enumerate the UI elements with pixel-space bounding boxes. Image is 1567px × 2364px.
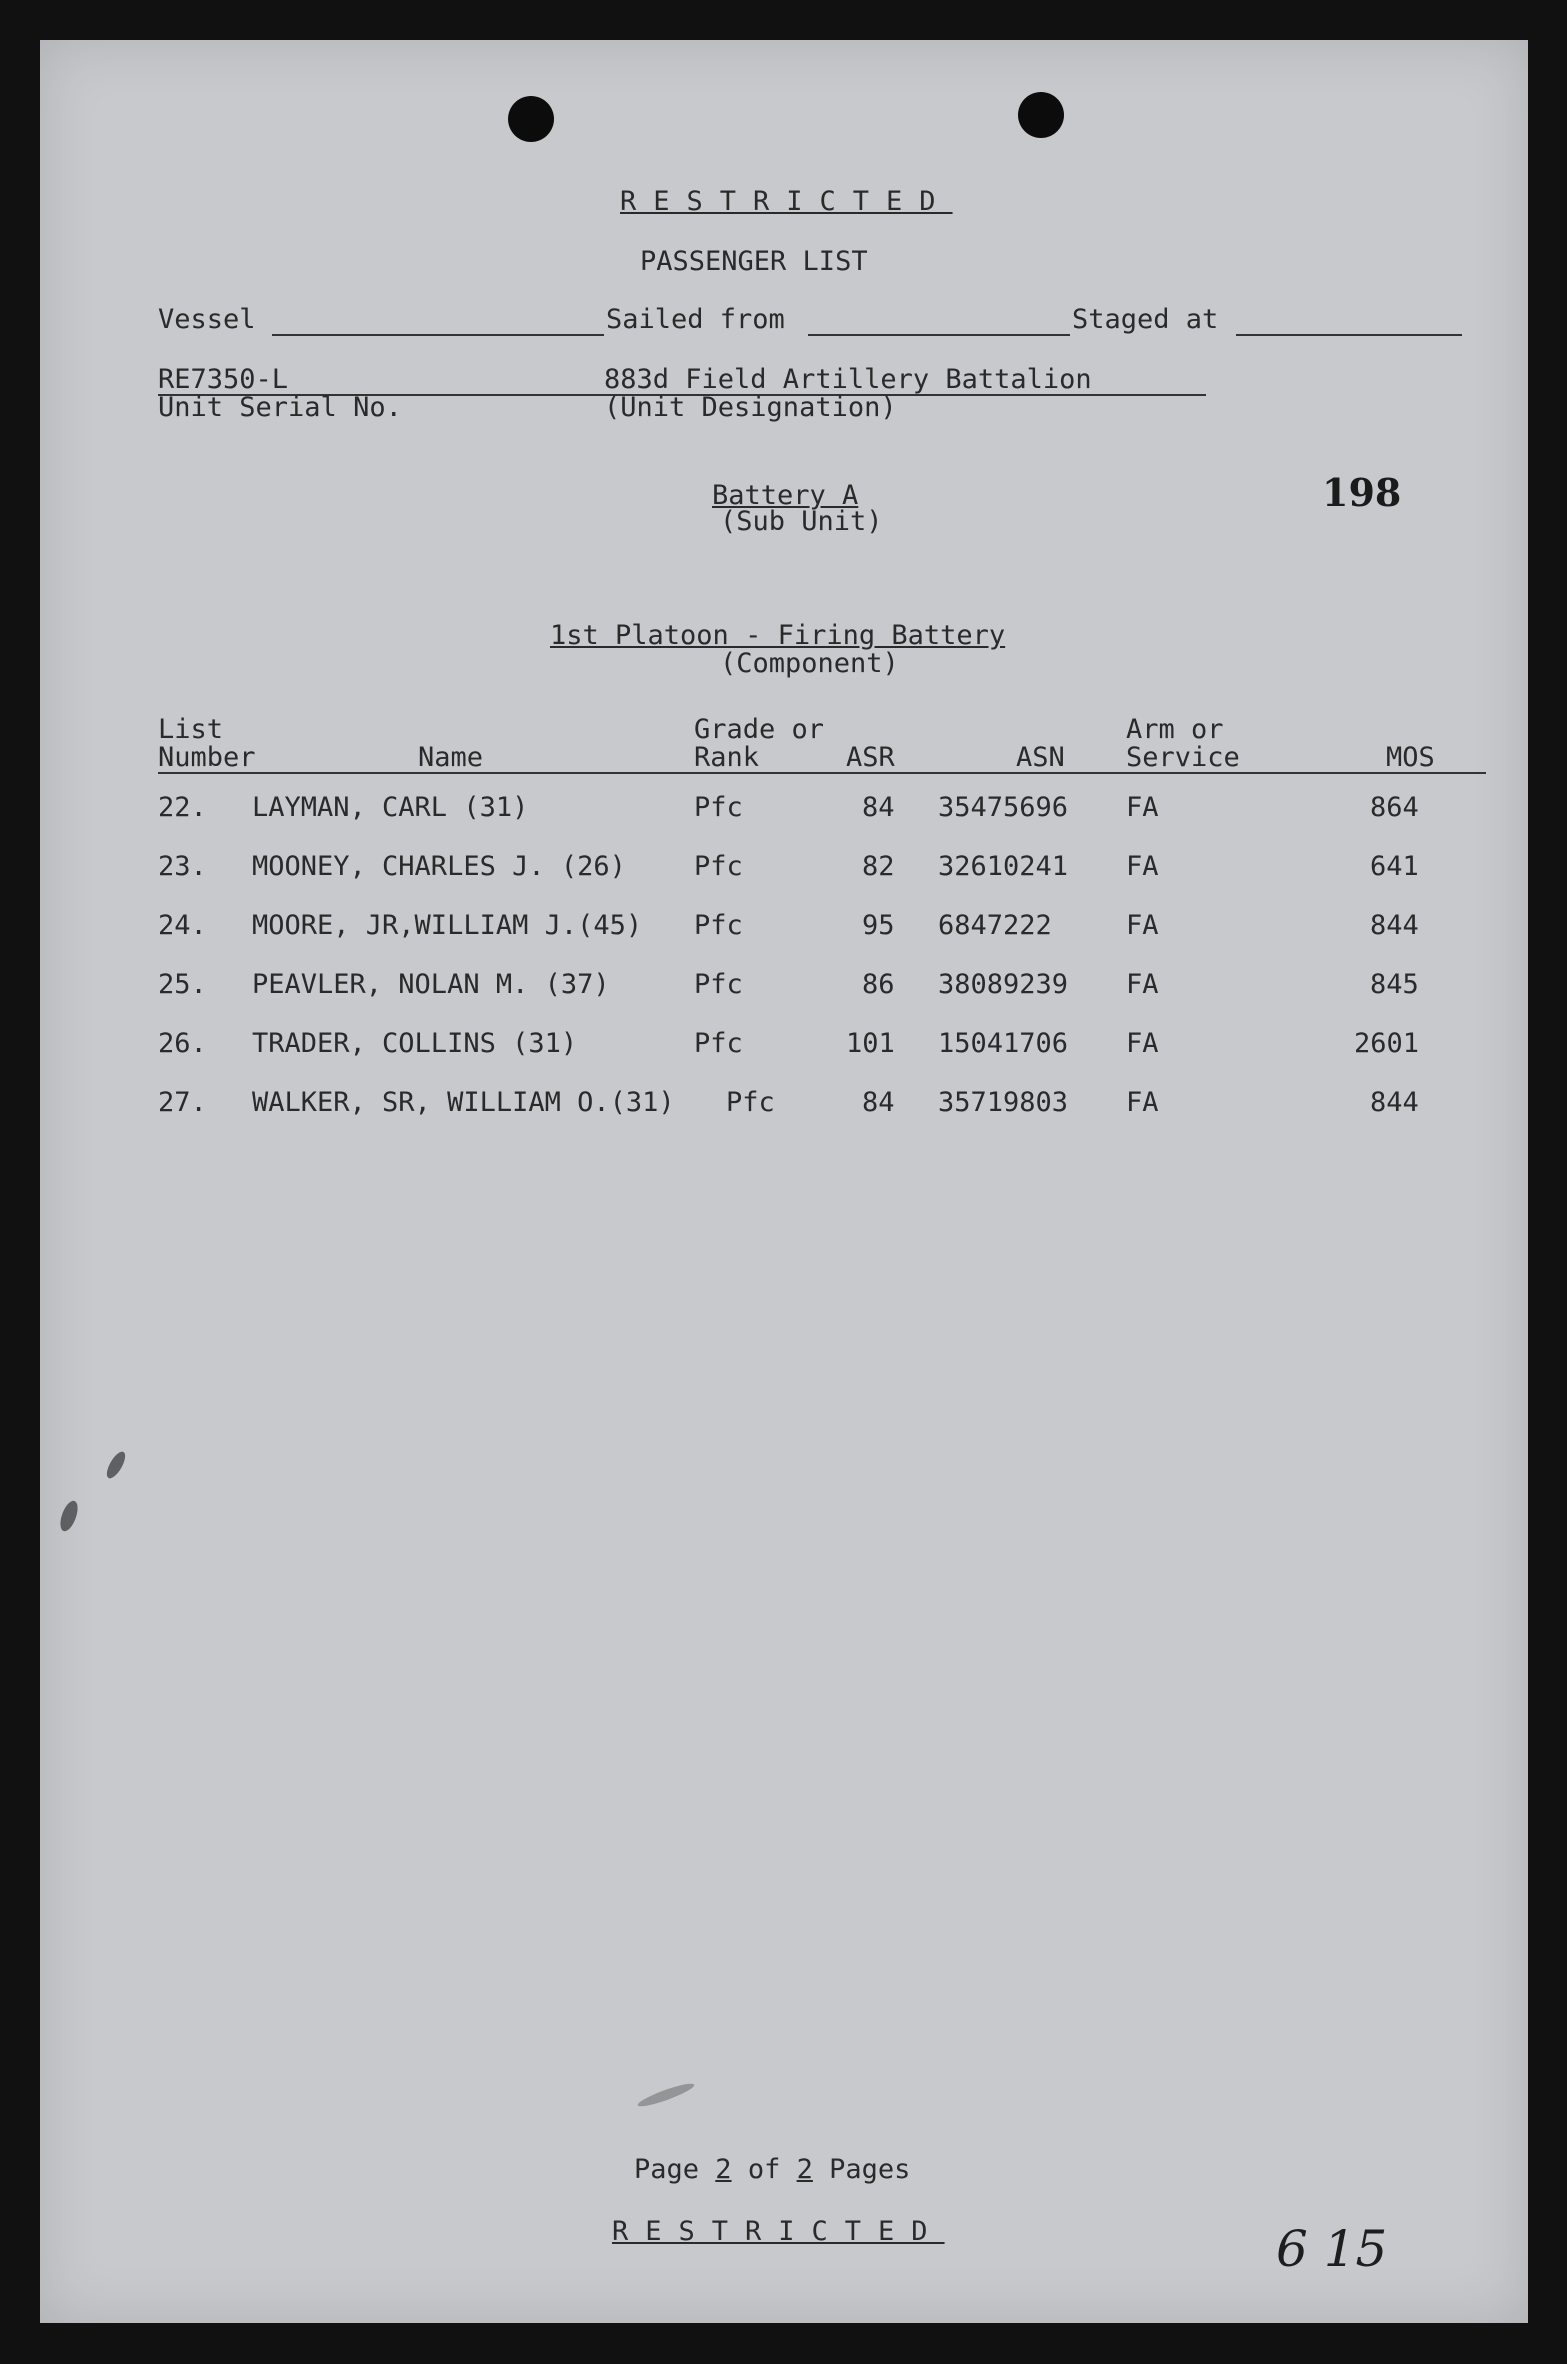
component-value: 1st Platoon - Firing Battery [550, 620, 1006, 651]
table-row [40, 969, 1528, 1009]
row-asr: 84 [862, 792, 895, 823]
restricted-bottom: RESTRICTED [612, 2216, 945, 2247]
header-arm-1: Arm or [1126, 714, 1224, 745]
row-grade: Pfc [694, 1028, 743, 1059]
row-grade: Pfc [694, 851, 743, 882]
header-arm-2: Service [1126, 742, 1240, 773]
vessel-label: Vessel [158, 304, 256, 335]
row-number: 26. [158, 1028, 207, 1059]
stamp-number: 198 [1322, 470, 1402, 515]
row-number: 27. [158, 1087, 207, 1118]
row-mos: 844 [1370, 910, 1419, 941]
table-row [40, 851, 1528, 891]
page-current: 2 [715, 2154, 732, 2185]
row-arm: FA [1126, 1028, 1159, 1059]
page-number-line [634, 2154, 910, 2185]
row-mos: 844 [1370, 1087, 1419, 1118]
row-asn: 35719803 [938, 1087, 1069, 1118]
row-arm: FA [1126, 1087, 1159, 1118]
row-arm: FA [1126, 969, 1159, 1000]
header-asr: ASR [846, 742, 895, 773]
handwritten-note: 6 15 [1276, 2220, 1388, 2278]
row-name: MOORE, JR,WILLIAM J.(45) [252, 910, 643, 941]
ink-smudge [57, 1499, 81, 1534]
punch-hole-right [1018, 92, 1064, 138]
ink-smudge [103, 1449, 128, 1481]
row-arm: FA [1126, 792, 1159, 823]
row-mos: 864 [1370, 792, 1419, 823]
table-row [40, 1028, 1528, 1068]
header-list-number-1: List [158, 714, 224, 745]
row-asn: 15041706 [938, 1028, 1069, 1059]
row-grade: Pfc [726, 1087, 775, 1118]
unit-designation-value: 883d Field Artillery Battalion [604, 364, 1092, 395]
row-name: MOONEY, CHARLES J. (26) [252, 851, 626, 882]
header-rule [158, 772, 1486, 774]
row-grade: Pfc [694, 969, 743, 1000]
table-row [40, 792, 1528, 832]
row-grade: Pfc [694, 792, 743, 823]
component-label: (Component) [720, 648, 899, 679]
row-name: LAYMAN, CARL (31) [252, 792, 529, 823]
sailed-from-label: Sailed from [606, 304, 785, 335]
header-list-number-2: Number [158, 742, 256, 773]
row-asr: 101 [846, 1028, 895, 1059]
row-name: TRADER, COLLINS (31) [252, 1028, 578, 1059]
row-asn: 35475696 [938, 792, 1069, 823]
sailed-from-blank [808, 334, 1070, 336]
row-name: WALKER, SR, WILLIAM O.(31) [252, 1087, 675, 1118]
page-title: PASSENGER LIST [640, 246, 868, 277]
document-page [40, 40, 1528, 2323]
row-arm: FA [1126, 910, 1159, 941]
row-asr: 82 [862, 851, 895, 882]
row-number: 24. [158, 910, 207, 941]
row-mos: 641 [1370, 851, 1419, 882]
row-asr: 84 [862, 1087, 895, 1118]
vessel-blank [272, 334, 604, 336]
row-grade: Pfc [694, 910, 743, 941]
header-name: Name [418, 742, 484, 773]
ink-smudge [636, 2080, 696, 2110]
page-suffix: Pages [829, 2154, 911, 2185]
staged-at-blank [1236, 334, 1462, 336]
row-mos: 845 [1370, 969, 1419, 1000]
table-row [40, 910, 1528, 950]
row-arm: FA [1126, 851, 1159, 882]
header-mos: MOS [1386, 742, 1435, 773]
page-label: Page [634, 2154, 700, 2185]
table-row [40, 1087, 1528, 1127]
page-total: 2 [796, 2154, 813, 2185]
row-asn: 38089239 [938, 969, 1069, 1000]
row-number: 25. [158, 969, 207, 1000]
row-number: 23. [158, 851, 207, 882]
unit-designation-label: (Unit Designation) [604, 392, 897, 423]
unit-serial-label: Unit Serial No. [158, 392, 402, 423]
sub-unit-value: Battery A [712, 480, 859, 511]
restricted-top: RESTRICTED [620, 186, 953, 217]
page-of: of [747, 2154, 781, 2185]
row-asr: 95 [862, 910, 895, 941]
row-asn: 32610241 [938, 851, 1069, 882]
row-asn: 6847222 [938, 910, 1052, 941]
row-name: PEAVLER, NOLAN M. (37) [252, 969, 610, 1000]
row-mos: 2601 [1354, 1028, 1420, 1059]
header-grade-2: Rank [694, 742, 760, 773]
staged-at-label: Staged at [1072, 304, 1219, 335]
sub-unit-label: (Sub Unit) [720, 506, 883, 537]
header-grade-1: Grade or [694, 714, 825, 745]
row-number: 22. [158, 792, 207, 823]
unit-serial-value: RE7350-L [158, 364, 289, 395]
header-asn: ASN [1016, 742, 1065, 773]
row-asr: 86 [862, 969, 895, 1000]
punch-hole-left [508, 96, 554, 142]
